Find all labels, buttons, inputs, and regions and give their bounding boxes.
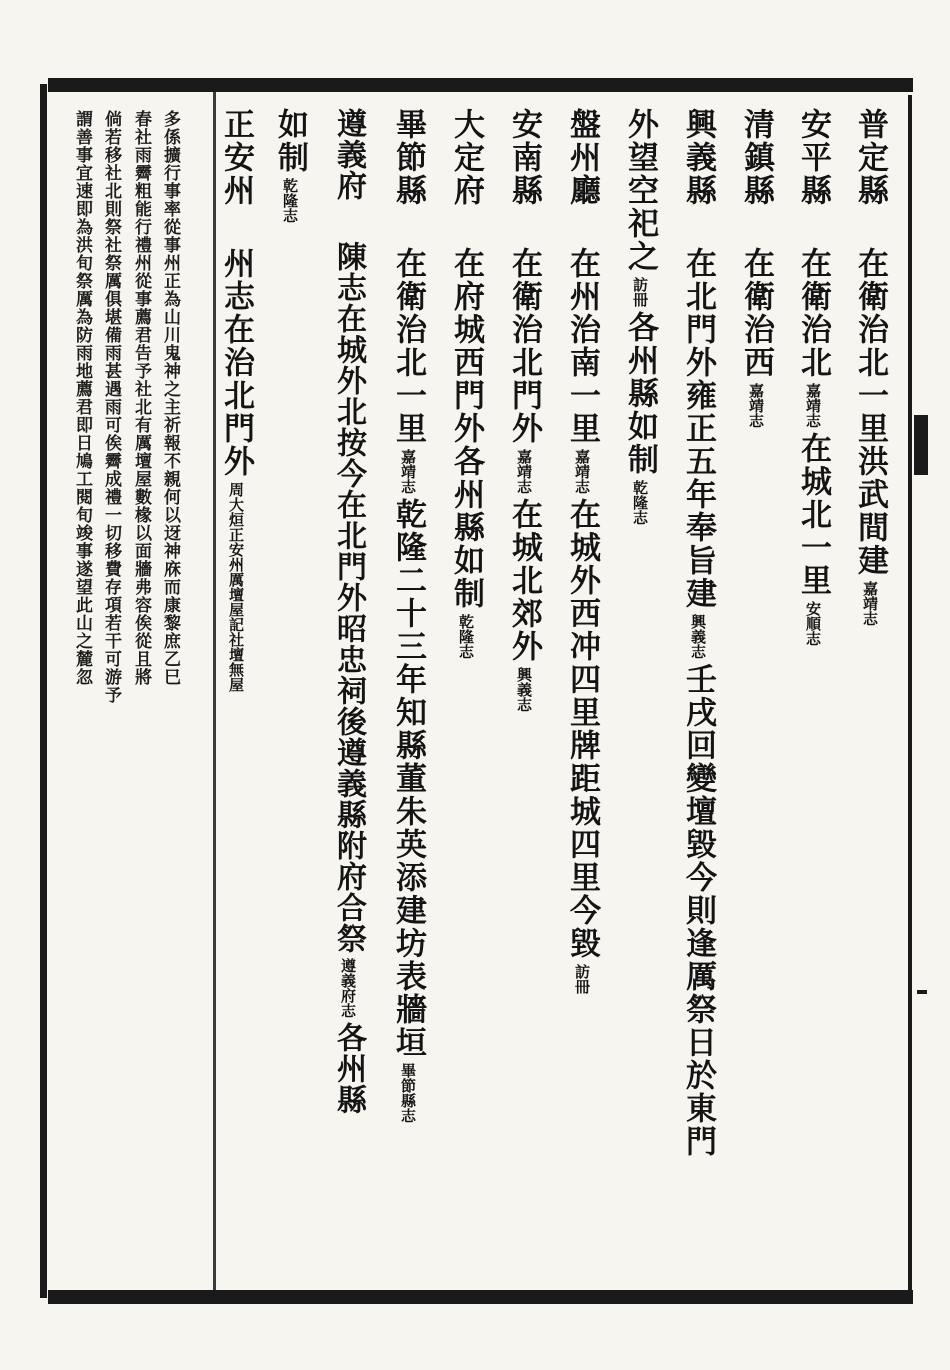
bottom-border (48, 1290, 913, 1304)
place-heading: 盤州廳 (564, 108, 600, 207)
place-heading: 清鎮縣 (738, 108, 774, 207)
column-text: 在衛治北一里 (390, 247, 426, 445)
text-column-4 (680, 108, 716, 1158)
column-text: 在衛治北 (795, 247, 831, 379)
margin-mark (914, 415, 928, 475)
place-heading: 安平縣 (795, 108, 831, 207)
column-text: 在府城西門外各州縣如制 (448, 247, 484, 610)
commentary-column-3: 倘若移社北則祭社祭厲俱堪備雨甚遇雨可俟霽成禮一切移費存項若干可游予 (101, 110, 121, 704)
text-column-2 (795, 108, 831, 650)
column-text-lead: 如制 (272, 108, 308, 174)
source-note-2: 訪冊 (573, 964, 591, 994)
source-note: 興義志 (689, 614, 707, 659)
source-note: 乾隆志 (281, 178, 299, 223)
column-text-lead: 外望空祀之 (622, 108, 658, 273)
source-note-2: 安順志 (804, 601, 822, 646)
column-text: 在衛治北一里洪武間建 (852, 247, 888, 577)
left-border (40, 84, 47, 1298)
place-heading: 安南縣 (506, 108, 542, 207)
source-note-2: 乾隆志 (631, 480, 649, 525)
column-text-2: 在城外西冲四里牌距城四里今毀 (564, 498, 600, 960)
column-text-2: 各州縣 (331, 1022, 366, 1115)
commentary-column-1: 多係擴行事率從事州正為山川鬼神之主祈報不親何以迓神庥而康黎庶乙巳 (160, 110, 180, 686)
text-column-5 (622, 108, 658, 529)
text-column-8 (448, 108, 484, 663)
place-heading: 大定府 (448, 108, 484, 207)
text-column-7 (506, 108, 542, 716)
column-text: 在州治南一里 (564, 247, 600, 445)
text-column-12 (218, 108, 254, 696)
source-note: 訪冊 (631, 277, 649, 307)
margin-tick (917, 990, 927, 994)
inner-divider (213, 92, 216, 1290)
text-column-11 (272, 108, 308, 227)
source-note: 嘉靖志 (861, 581, 879, 626)
top-border (48, 78, 913, 92)
column-text: 在衛治西 (738, 247, 774, 379)
commentary-column-2: 春社雨霽粗能行禮州從事薦君告予社北有厲壇屋數椽以面牆弗容俟從且將 (131, 110, 151, 686)
source-note: 嘉靖志 (573, 449, 591, 494)
place-heading: 遵義府 (331, 108, 366, 201)
text-column-9 (390, 108, 426, 1127)
place-heading: 畢節縣 (390, 108, 426, 207)
column-text: 州志在治北門外 (218, 247, 254, 478)
column-text: 陳志在城外北按今在北門外昭忠祠後遵義縣附府合祭 (331, 241, 366, 954)
source-note: 嘉靖志 (399, 449, 417, 494)
source-note: 乾隆志 (457, 614, 475, 659)
source-note-2: 畢節縣志 (399, 1063, 417, 1123)
source-note: 嘉靖志 (515, 449, 533, 494)
column-text-2: 在城北一里 (795, 432, 831, 597)
source-note: 嘉靖志 (804, 383, 822, 428)
source-note: 周大烜正安州厲壇屋記社壇無屋 (227, 482, 245, 692)
text-column-3 (738, 108, 774, 432)
column-text: 在衛治北門外 (506, 247, 542, 445)
text-column-1 (852, 108, 888, 630)
source-note-2: 興義志 (515, 667, 533, 712)
column-text: 在北門外雍正五年奉旨建 (680, 247, 716, 610)
commentary-column-4: 謂善事宜速即為洪旬祭厲為防雨地薦君即日鳩工閱旬竣事遂望此山之麓忽 (72, 110, 92, 686)
column-text-2: 壬戌回變壇毀今則逢厲祭日於東門 (680, 663, 716, 1158)
source-note: 遵義府志 (339, 958, 357, 1018)
right-border (908, 95, 912, 1290)
source-note: 嘉靖志 (747, 383, 765, 428)
place-heading: 正安州 (218, 108, 254, 207)
column-text-2: 在城北郊外 (506, 498, 542, 663)
text-column-6 (564, 108, 600, 998)
column-text: 各州縣如制 (622, 311, 658, 476)
column-text-2: 乾隆二十三年知縣董朱英添建坊表牆垣 (390, 498, 426, 1059)
place-heading: 興義縣 (680, 108, 716, 207)
text-column-10 (330, 108, 366, 1115)
place-heading: 普定縣 (852, 108, 888, 207)
